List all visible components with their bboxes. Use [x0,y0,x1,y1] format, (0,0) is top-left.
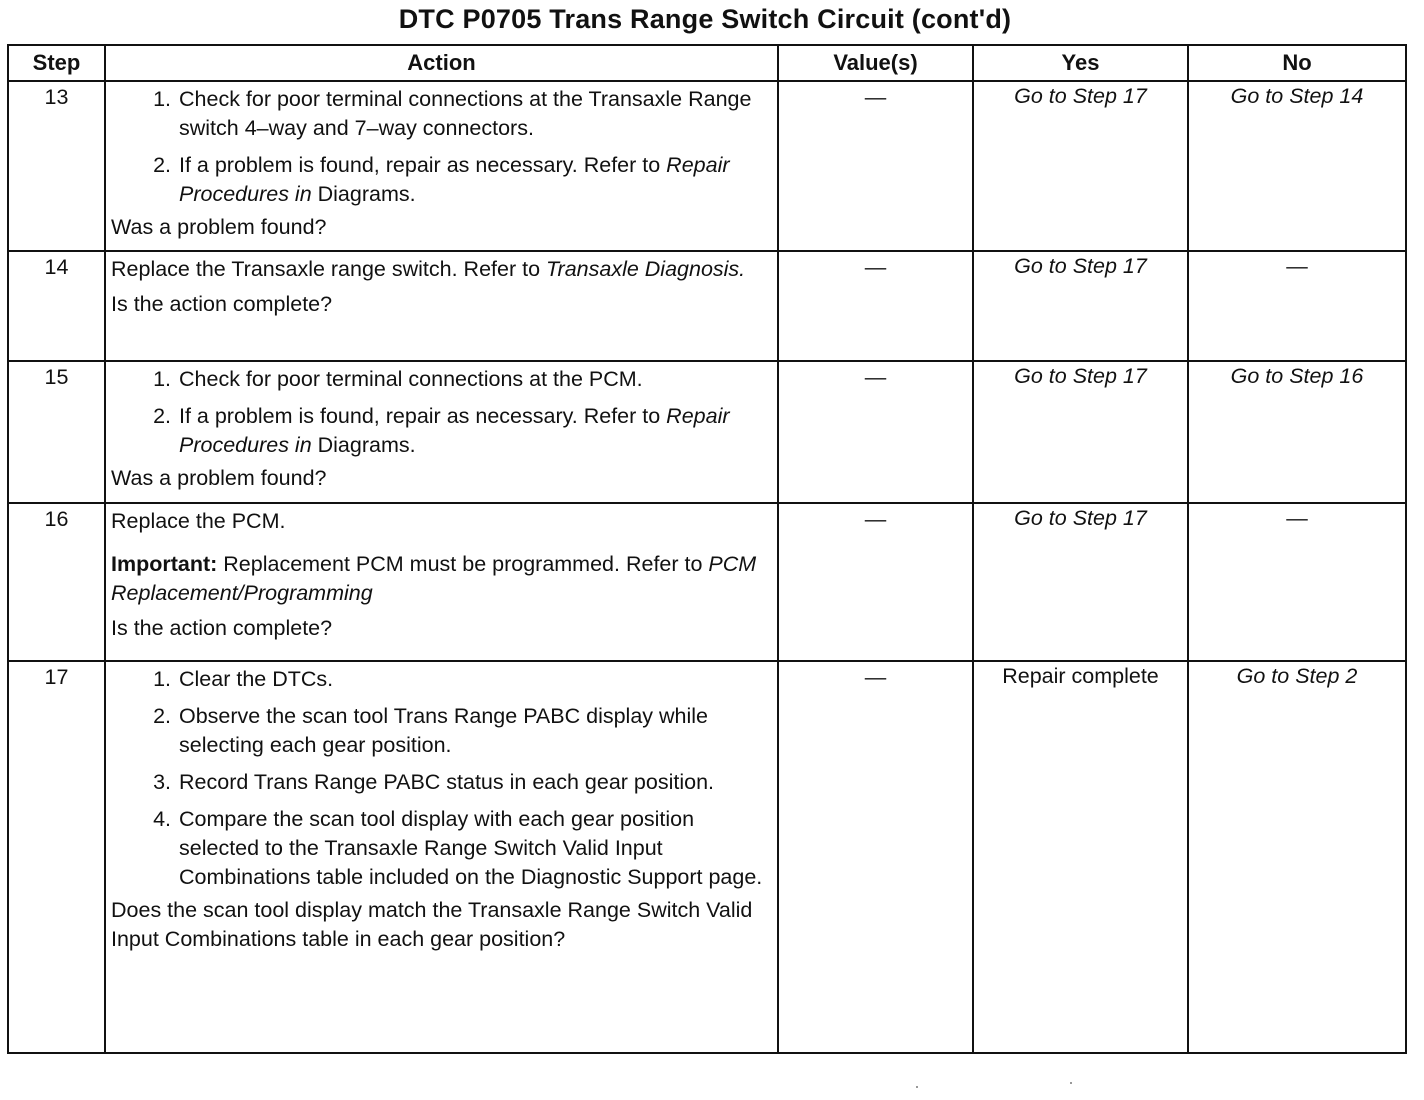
item-number: 2. [153,153,171,177]
no-cell: Go to Step 2 [1188,661,1406,1053]
question-text: Is the action complete? [111,292,333,316]
table-row [8,661,1406,1053]
action-item [111,151,771,209]
action-item [111,768,771,797]
action-cell [105,81,778,251]
scan-speck [1070,1082,1072,1084]
item-text: Check for poor terminal connections at the Transaxle Range switch 4–way and 7–way connectors. [179,87,752,140]
header-no: No [1188,45,1406,81]
step-number: 15 [8,361,105,503]
step-number: 16 [8,503,105,661]
action-text: Replace the Transaxle range switch. Refer to Transaxle Diagnosis. [111,257,746,281]
action-cell [105,661,778,1053]
reference-link: Transaxle Diagnosis. [546,257,746,281]
item-text: Compare the scan tool display with each gear position selected to the Transaxle Range Switch Valid Input Combinations table included on the Diagnostic Support page. [179,807,763,889]
question-text: Was a problem found? [111,215,327,239]
step-number: 14 [8,251,105,361]
action-item [111,85,771,143]
yes-cell: Go to Step 17 [973,503,1188,661]
yes-cell: Go to Step 17 [973,251,1188,361]
table-row [8,503,1406,661]
header-values: Value(s) [778,45,973,81]
step-number: 13 [8,81,105,251]
item-number: 2. [153,704,171,728]
value-cell: — [778,361,973,503]
value-cell: — [778,81,973,251]
header-yes: Yes [973,45,1188,81]
item-text: Clear the DTCs. [179,667,334,691]
question-text: Was a problem found? [111,466,327,490]
value-cell: — [778,251,973,361]
yes-cell: Go to Step 17 [973,361,1188,503]
no-cell: — [1188,251,1406,361]
scan-speck [916,1086,918,1088]
step-number: 17 [8,661,105,1053]
item-number: 1. [153,367,171,391]
item-number: 1. [153,667,171,691]
no-cell: Go to Step 14 [1188,81,1406,251]
action-cell [105,251,778,361]
action-item [111,702,771,760]
value-cell: — [778,661,973,1053]
no-cell: Go to Step 16 [1188,361,1406,503]
important-note: Important: Replacement PCM must be programmed. Refer to PCM Replacement/Programming [111,552,757,605]
action-cell [105,361,778,503]
reference-link: Repair Procedures in [179,404,730,457]
item-number: 3. [153,770,171,794]
item-number: 1. [153,87,171,111]
item-number: 4. [153,807,171,831]
value-cell: — [778,503,973,661]
table-row [8,361,1406,503]
reference-link: Repair Procedures in [179,153,730,206]
page-title: DTC P0705 Trans Range Switch Circuit (cont'd) [398,4,1012,34]
header-step: Step [8,45,105,81]
action-item [111,402,771,460]
table-header-row [8,45,1406,81]
action-item [111,365,771,394]
table-row [8,81,1406,251]
item-text: Check for poor terminal connections at the PCM. [179,367,643,391]
yes-cell: Repair complete [973,661,1188,1053]
reference-link: PCM Replacement/Programming [111,552,757,605]
action-item [111,665,771,694]
action-cell [105,503,778,661]
item-text: Observe the scan tool Trans Range PABC display while selecting each gear position. [179,704,709,757]
item-text: If a problem is found, repair as necessary. Refer to Repair Procedures in Diagrams. [179,153,730,206]
question-text: Is the action complete? [111,616,333,640]
header-action: Action [105,45,778,81]
important-label: Important: [111,552,218,576]
item-number: 2. [153,404,171,428]
no-cell: — [1188,503,1406,661]
item-text: Record Trans Range PABC status in each gear position. [179,770,715,794]
table-row [8,251,1406,361]
action-text: Replace the PCM. [111,509,286,533]
yes-cell: Go to Step 17 [973,81,1188,251]
diagnostic-table [7,44,1407,1054]
question-text: Does the scan tool display match the Transaxle Range Switch Valid Input Combinations table in each gear position? [111,898,753,951]
action-item [111,805,771,892]
item-text: If a problem is found, repair as necessary. Refer to Repair Procedures in Diagrams. [179,404,730,457]
